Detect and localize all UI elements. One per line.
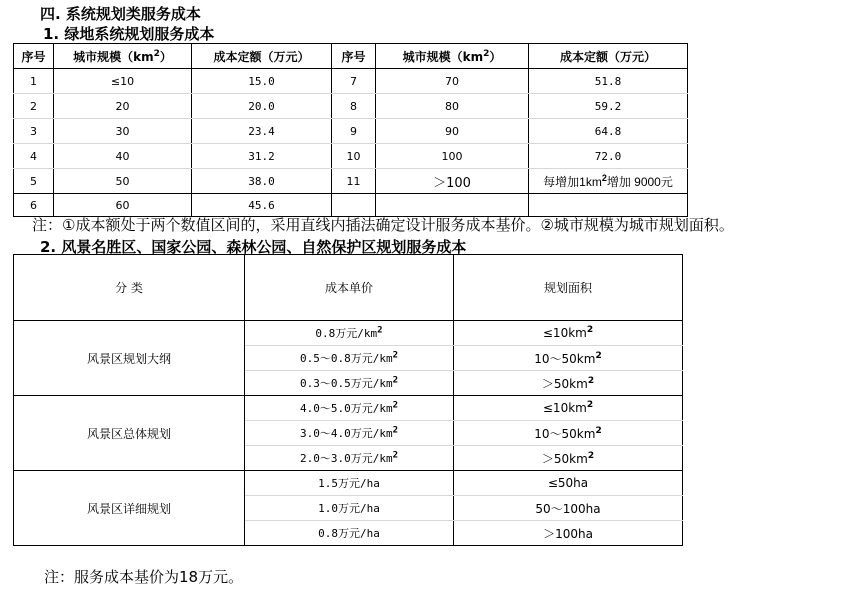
cell-index: 3 <box>14 119 54 144</box>
cell-index: 6 <box>14 194 54 217</box>
header-index: 序号 <box>14 44 54 69</box>
table-header-row <box>14 255 683 321</box>
cell-cost: 23.4 <box>192 119 332 144</box>
cell-index: 2 <box>14 94 54 119</box>
cell-planning-area: $10\sim 50km^2$ <box>454 346 683 371</box>
cell-category: 风景区规划大纲 <box>14 321 245 396</box>
cell-unit-price: 4.0～5.0万元$/km^2$ <box>245 396 454 421</box>
cell-cost: 31.2 <box>192 144 332 169</box>
cell-cost: 20.0 <box>192 94 332 119</box>
cell-index: 9 <box>332 119 376 144</box>
header-category: 分 类 <box>14 255 245 321</box>
scenic-area-title: 2. 风景名胜区、国家公园、森林公园、自然保护区规划服务成本 <box>40 238 467 256</box>
cell-unit-price: 3.0～4.0万元$/km^2$ <box>245 421 454 446</box>
cell-category: 风景区详细规划 <box>14 471 245 546</box>
cell-index: 1 <box>14 69 54 94</box>
header-cost-quota: 成本定额（万元） <box>529 44 688 69</box>
cell-unit-price: 1.0万元/ha <box>245 496 454 521</box>
cell-cost: 38.0 <box>192 169 332 194</box>
cell-index: 8 <box>332 94 376 119</box>
scenic-area-cost-table <box>13 254 683 546</box>
cell-planning-area: $10\sim 50km^2$ <box>454 421 683 446</box>
cell-city-scale: 80 <box>376 94 529 119</box>
cell-unit-price: 2.0～3.0万元$/km^2$ <box>245 446 454 471</box>
cell-city-scale: 90 <box>376 119 529 144</box>
cell-unit-price: 0.5～0.8万元$/km^2$ <box>245 346 454 371</box>
table-row <box>14 321 683 346</box>
cell-city-scale: ≤10 <box>54 69 192 94</box>
cell-planning-area: $\le 10km^2$ <box>454 321 683 346</box>
cell-city-scale: 20 <box>54 94 192 119</box>
cell-unit-price: 0.8万元$/km^2$ <box>245 321 454 346</box>
cell-city-scale: 40 <box>54 144 192 169</box>
table-row <box>14 119 688 144</box>
cell-cost: 15.0 <box>192 69 332 94</box>
cell-index: 5 <box>14 169 54 194</box>
cell-cost: 45.6 <box>192 194 332 217</box>
cell-city-scale: 30 <box>54 119 192 144</box>
header-city-scale: 城市规模$(km^2)$ <box>376 44 529 69</box>
header-unit-price: 成本单价 <box>245 255 454 321</box>
cell-city-scale: 100 <box>376 144 529 169</box>
green-note: 注：①成本额处于两个数值区间的，采用直线内插法确定设计服务成本基价。②城市规模为城市规划面积。 <box>32 216 734 234</box>
cell-cost: 51.8 <box>529 69 688 94</box>
cell-planning-area: $>50km^2$ <box>454 446 683 471</box>
green-system-cost-table <box>13 43 688 217</box>
table-row <box>14 94 688 119</box>
cell-city-scale: 50 <box>54 169 192 194</box>
section-title: 四. 系统规划类服务成本 <box>40 5 201 23</box>
cell-cost: 每增加$1km^2$增加 9000元 <box>529 169 688 194</box>
table-row <box>14 144 688 169</box>
cell-unit-price: 1.5万元/ha <box>245 471 454 496</box>
cell-city-scale: ＞100 <box>376 169 529 194</box>
cell-cost: 59.2 <box>529 94 688 119</box>
cell-city-scale: 70 <box>376 69 529 94</box>
table-header-row <box>14 44 688 69</box>
cell-unit-price: 0.3～0.5万元$/km^2$ <box>245 371 454 396</box>
cell-planning-area: ≤50ha <box>454 471 683 496</box>
header-cost-quota: 成本定额（万元） <box>192 44 332 69</box>
cell-index: 10 <box>332 144 376 169</box>
header-index: 序号 <box>332 44 376 69</box>
cell-planning-area: ＞100ha <box>454 521 683 546</box>
cell-planning-area: 50～100ha <box>454 496 683 521</box>
cell-index: 4 <box>14 144 54 169</box>
cell-category: 风景区总体规划 <box>14 396 245 471</box>
table-row <box>14 169 688 194</box>
green-system-title: 1. 绿地系统规划服务成本 <box>43 25 215 43</box>
cell-index: 7 <box>332 69 376 94</box>
cell-cost: 64.8 <box>529 119 688 144</box>
cell-planning-area: $\le 10km^2$ <box>454 396 683 421</box>
table-row <box>14 69 688 94</box>
table-row <box>14 471 683 496</box>
scenic-note: 注：服务成本基价为18万元。 <box>44 568 244 586</box>
table-row <box>14 396 683 421</box>
header-city-scale: 城市规模$(km^2)$ <box>54 44 192 69</box>
header-planning-area: 规划面积 <box>454 255 683 321</box>
cell-city-scale: 60 <box>54 194 192 217</box>
cell-unit-price: 0.8万元/ha <box>245 521 454 546</box>
cell-planning-area: $>50km^2$ <box>454 371 683 396</box>
cell-index: 11 <box>332 169 376 194</box>
cell-cost: 72.0 <box>529 144 688 169</box>
